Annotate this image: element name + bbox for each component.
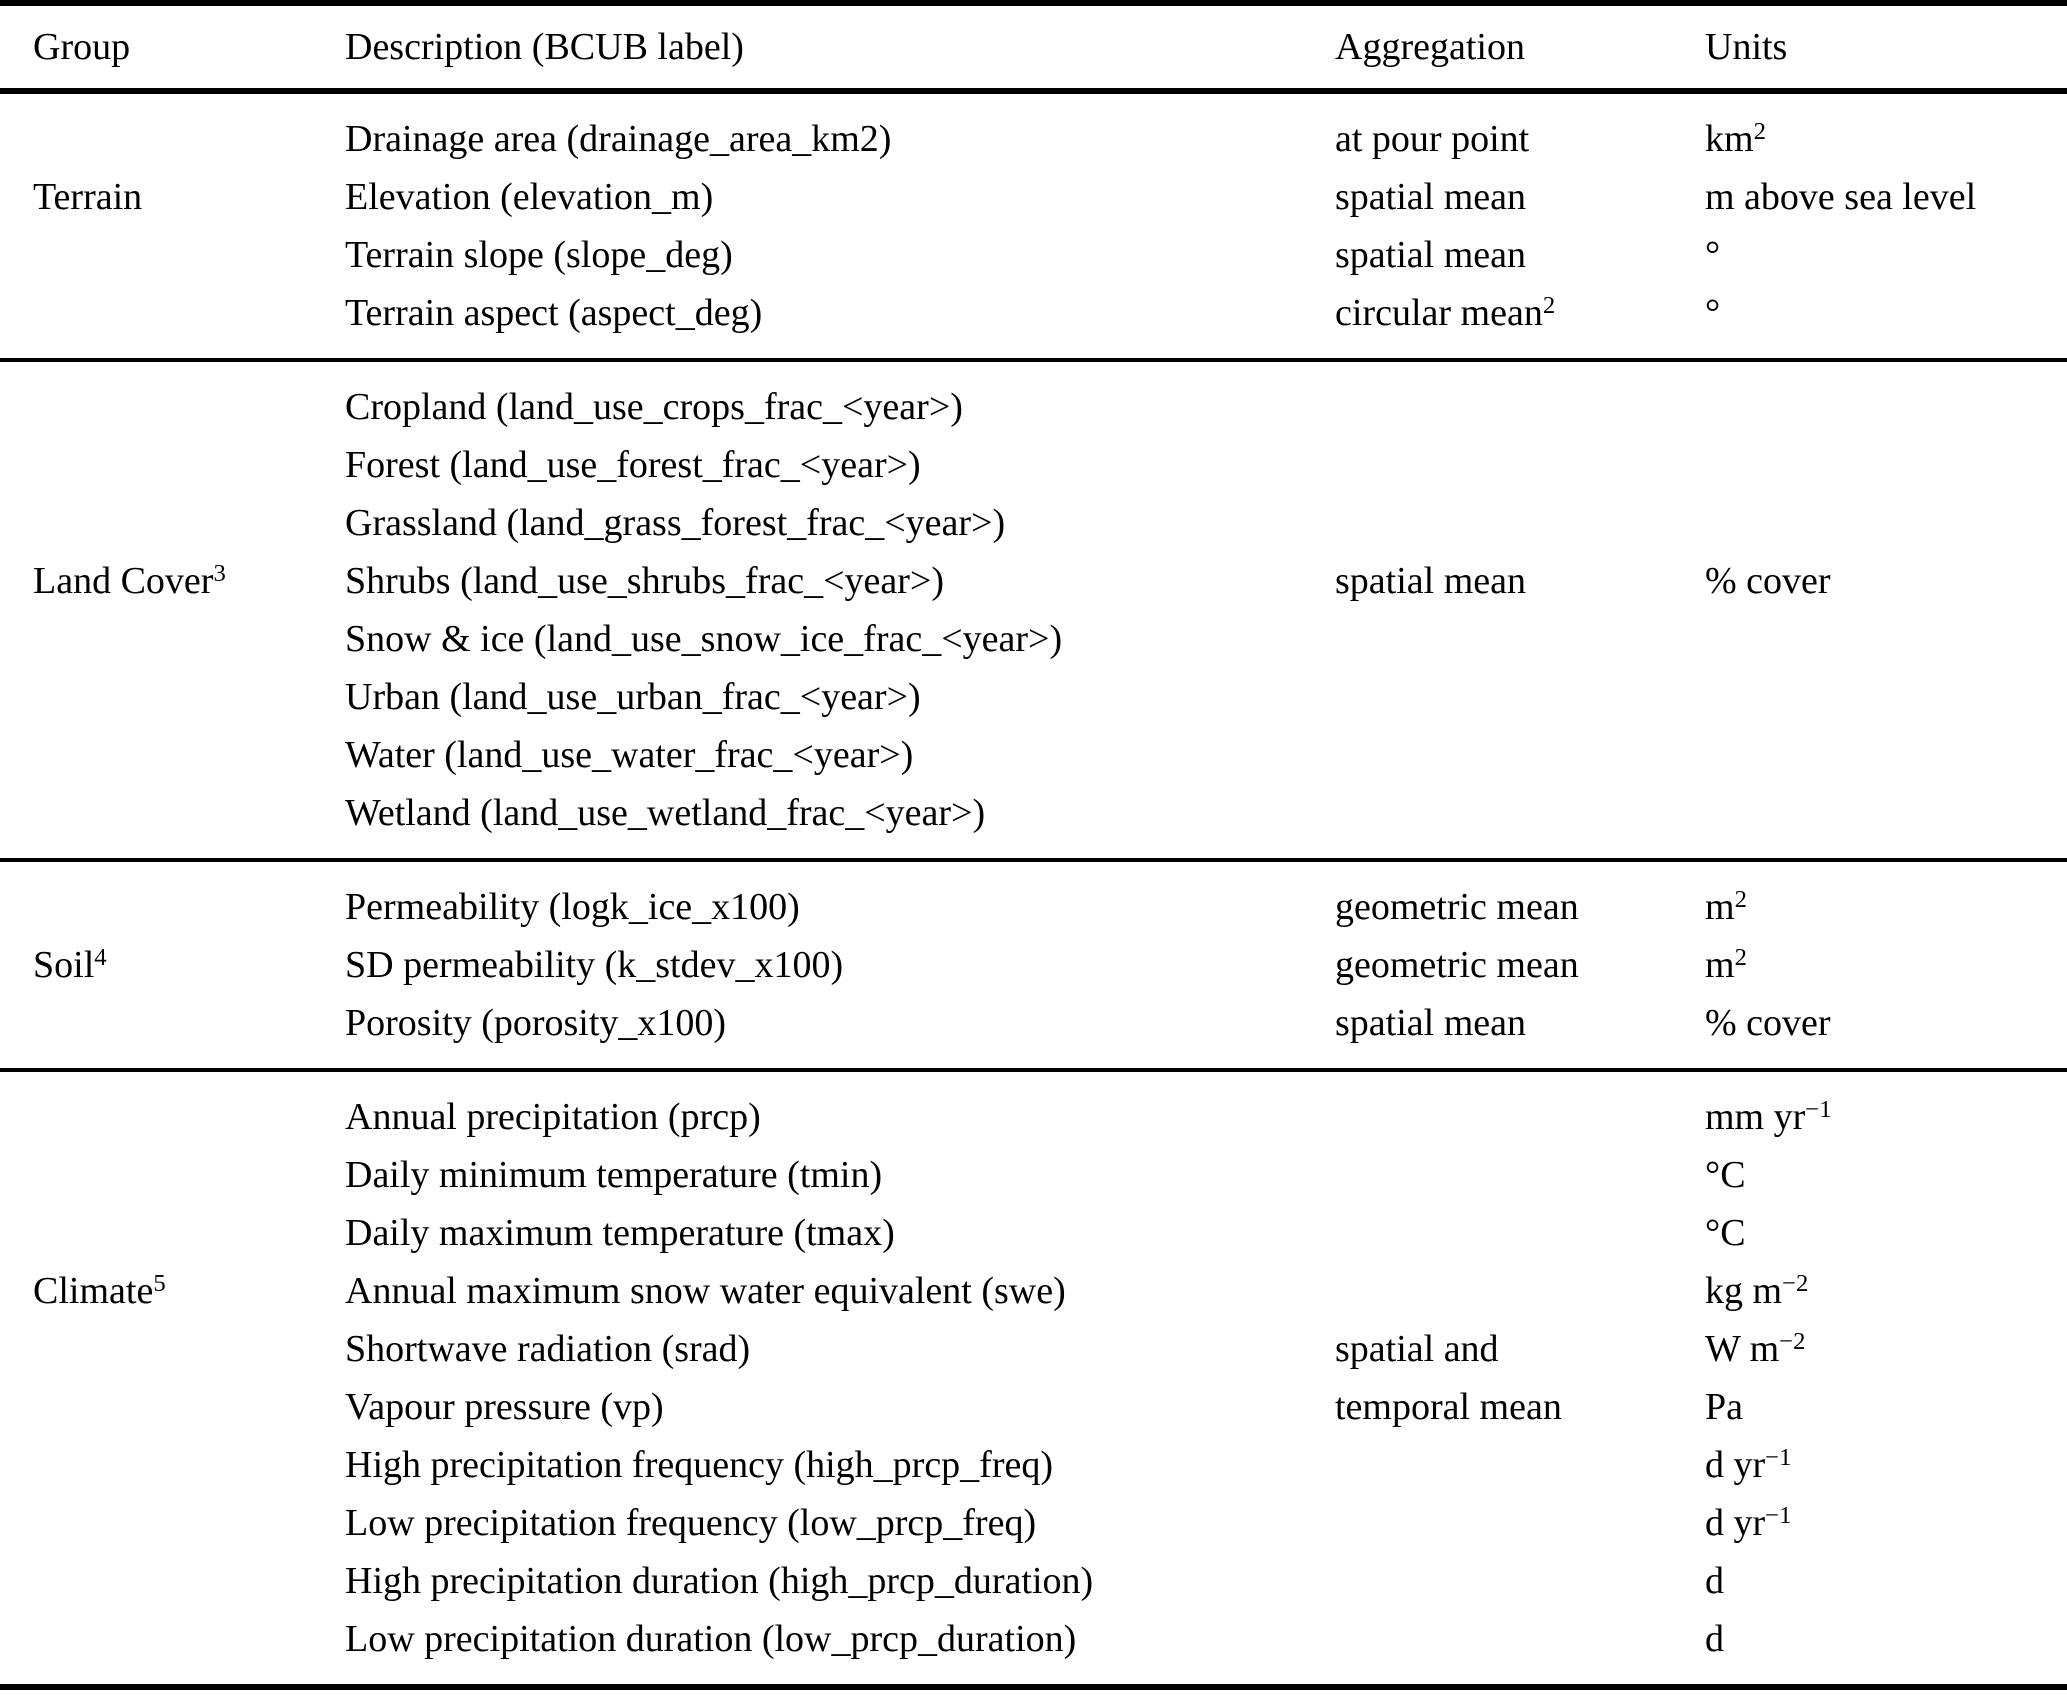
table-row: [0, 878, 2067, 936]
aggregation-cell: at pour point: [1335, 118, 1530, 160]
description-cell: Permeability (logk_ice_x100): [345, 886, 800, 928]
units-cell: °C: [1705, 1212, 1746, 1254]
aggregation-cell: geometric mean: [1335, 944, 1579, 986]
units-cell: m above sea level: [1705, 176, 1977, 218]
group-cell: Land Cover$^3$: [33, 559, 226, 602]
description-cell: Shrubs (land_use_shrubs_frac_<year>): [345, 560, 944, 602]
aggregation-cell: spatial mean: [1335, 560, 1526, 602]
table-row: [0, 936, 2067, 994]
units-cell: d: [1705, 1560, 1724, 1602]
table-row: [0, 726, 2067, 784]
table-row: [0, 1494, 2067, 1552]
group-cell: Climate$^5$: [33, 1269, 166, 1312]
column-header-units: Units: [1705, 26, 1788, 68]
description-cell: Daily minimum temperature (tmin): [345, 1154, 883, 1196]
table-row: [0, 168, 2067, 226]
description-cell: Wetland (land_use_wetland_frac_<year>): [345, 792, 986, 834]
units-cell: W $m^{-2}$: [1705, 1327, 1806, 1370]
table-row: [0, 994, 2067, 1052]
table-row: [0, 226, 2067, 284]
description-cell: Porosity (porosity_x100): [345, 1002, 727, 1044]
units-cell: d $yr^{-1}$: [1705, 1443, 1792, 1486]
table-body: [0, 94, 2067, 1684]
units-cell: °C: [1705, 1154, 1746, 1196]
description-cell: Cropland (land_use_crops_frac_<year>): [345, 386, 963, 428]
table-section: [0, 858, 2067, 1068]
table-section: [0, 1068, 2067, 1684]
description-cell: Terrain aspect (aspect_deg): [345, 292, 763, 334]
description-cell: High precipitation duration (high_prcp_duration): [345, 1560, 1094, 1602]
table-row: [0, 552, 2067, 610]
description-cell: Low precipitation duration (low_prcp_duration): [345, 1618, 1077, 1660]
units-cell: $m^2$: [1705, 885, 1747, 928]
table-row: [0, 610, 2067, 668]
table-row: [0, 284, 2067, 342]
aggregation-cell: circular mean$^2$: [1335, 291, 1556, 334]
description-cell: Urban (land_use_urban_frac_<year>): [345, 676, 921, 718]
column-header-aggregation: Aggregation: [1335, 26, 1525, 68]
aggregation-cell: temporal mean: [1335, 1386, 1562, 1428]
table-section: [0, 94, 2067, 358]
group-cell: Terrain: [33, 176, 143, 218]
table-row: [0, 1146, 2067, 1204]
description-cell: Annual precipitation (prcp): [345, 1096, 761, 1138]
table-row: [0, 1436, 2067, 1494]
units-cell: d $yr^{-1}$: [1705, 1501, 1792, 1544]
aggregation-cell: geometric mean: [1335, 886, 1579, 928]
units-cell: % cover: [1705, 1002, 1831, 1044]
units-cell: mm $yr^{-1}$: [1705, 1095, 1832, 1138]
table-row: [0, 378, 2067, 436]
units-cell: % cover: [1705, 560, 1831, 602]
table-row: [0, 494, 2067, 552]
units-cell: Pa: [1705, 1386, 1743, 1428]
table-row: [0, 436, 2067, 494]
description-cell: Shortwave radiation (srad): [345, 1328, 751, 1370]
aggregation-cell: spatial mean: [1335, 1002, 1526, 1044]
units-cell: °: [1705, 234, 1721, 276]
table-row: [0, 1610, 2067, 1668]
group-cell: Soil$^4$: [33, 943, 107, 986]
table-row: [0, 1320, 2067, 1378]
description-cell: Forest (land_use_forest_frac_<year>): [345, 444, 921, 486]
table-header-row: [0, 6, 2067, 88]
table-section: [0, 358, 2067, 858]
description-cell: Low precipitation frequency (low_prcp_freq): [345, 1502, 1037, 1544]
table-row: [0, 1204, 2067, 1262]
column-header-description: Description (BCUB label): [345, 26, 744, 68]
units-cell: kg $m^{-2}$: [1705, 1269, 1809, 1312]
table-row: [0, 1378, 2067, 1436]
description-cell: Annual maximum snow water equivalent (swe): [345, 1270, 1066, 1312]
description-cell: Elevation (elevation_m): [345, 176, 714, 218]
description-cell: Terrain slope (slope_deg): [345, 234, 733, 276]
table-row: [0, 1262, 2067, 1320]
aggregation-cell: spatial and: [1335, 1328, 1499, 1370]
units-cell: °: [1705, 292, 1721, 334]
units-cell: $km^2$: [1705, 117, 1766, 160]
table-row: [0, 784, 2067, 842]
table-row: [0, 1088, 2067, 1146]
description-cell: SD permeability (k_stdev_x100): [345, 944, 844, 986]
units-cell: d: [1705, 1618, 1724, 1660]
table-row: [0, 1552, 2067, 1610]
description-cell: High precipitation frequency (high_prcp_freq): [345, 1444, 1054, 1486]
column-header-group: Group: [33, 26, 131, 68]
table-bottom-rule: [0, 1684, 2067, 1690]
aggregation-cell: spatial mean: [1335, 234, 1526, 276]
table-row: [0, 110, 2067, 168]
aggregation-cell: spatial mean: [1335, 176, 1526, 218]
description-cell: Vapour pressure (vp): [345, 1386, 664, 1428]
table-row: [0, 668, 2067, 726]
description-cell: Daily maximum temperature (tmax): [345, 1212, 895, 1254]
description-cell: Water (land_use_water_frac_<year>): [345, 734, 914, 776]
description-cell: Snow & ice (land_use_snow_ice_frac_<year>): [345, 618, 1063, 660]
description-cell: Grassland (land_grass_forest_frac_<year>): [345, 502, 1006, 544]
units-cell: $m^2$: [1705, 943, 1747, 986]
description-cell: Drainage area (drainage_area_km2): [345, 118, 892, 160]
